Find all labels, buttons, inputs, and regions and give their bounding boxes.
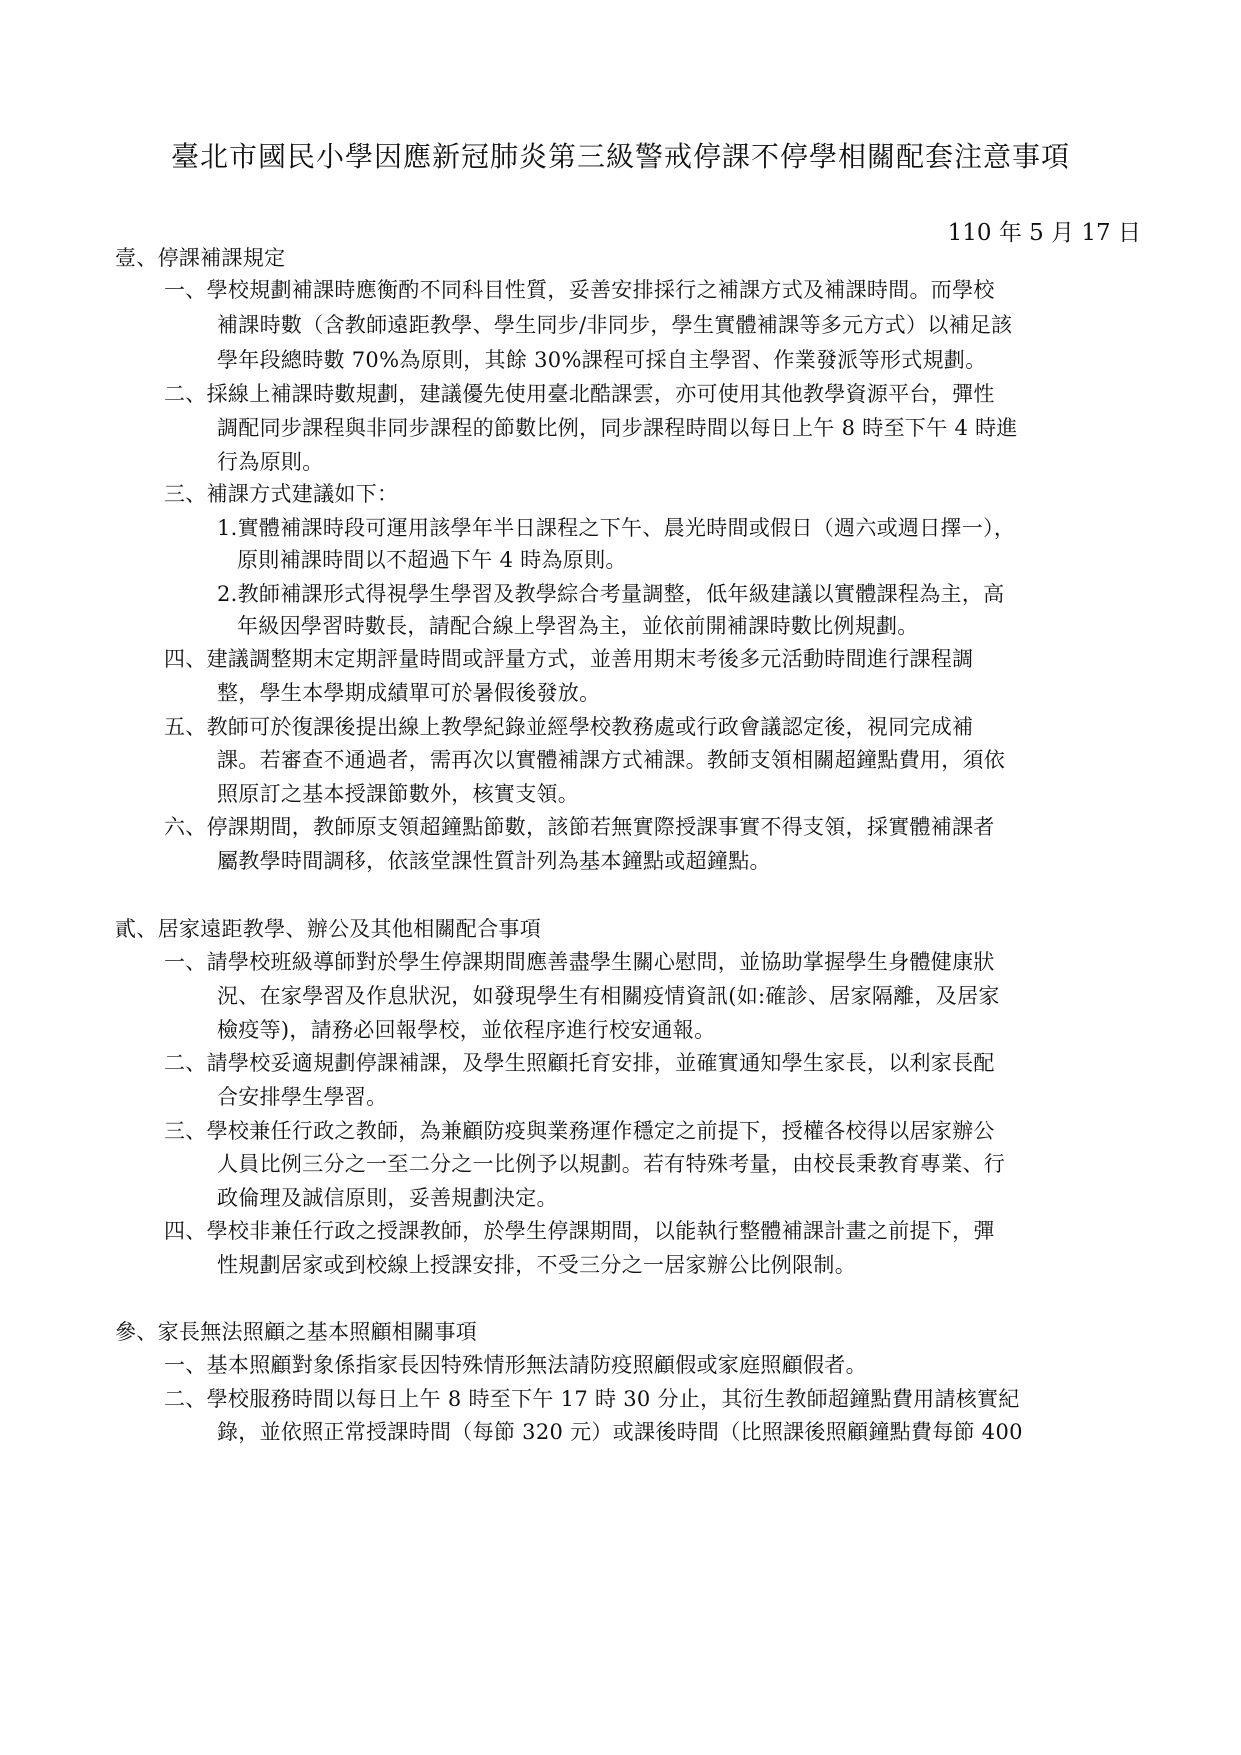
document-title: 臺北市國民小學因應新冠肺炎第三級警戒停課不停學相關配套注意事項: [170, 140, 1070, 173]
paragraph-line: 學年段總時數 70%為原則，其餘 30%課程可採自主學習、作業發派等形式規劃。: [217, 348, 987, 372]
paragraph-line: 一、學校規劃補課時應衡酌不同科目性質，妥善安排採行之補課方式及補課時間。而學校: [164, 278, 995, 302]
paragraph-line: 二、採線上補課時數規劃，建議優先使用臺北酷課雲，亦可使用其他教學資源平台，彈性: [164, 382, 995, 406]
paragraph-line: 照原訂之基本授課節數外，核實支領。: [217, 782, 580, 806]
paragraph-line: 一、基本照顧對象係指家長因特殊情形無法請防疫照顧假或家庭照顧假者。: [164, 1353, 867, 1377]
paragraph-line: 錄，並依照正常授課時間（每節 320 元）或課後時間（比照課後照顧鐘點費每節 400: [217, 1420, 1023, 1444]
section-heading: 參、家長無法照顧之基本照顧相關事項: [115, 1320, 478, 1344]
subitem-line: 2.教師補課形式得視學生學習及教學綜合考量調整，低年級建議以實體課程為主，高: [217, 582, 1005, 606]
section-heading: 貳、居家遠距教學、辦公及其他相關配合事項: [115, 917, 541, 941]
paragraph-line: 性規劃居家或到校線上授課安排，不受三分之一居家辦公比例限制。: [217, 1253, 856, 1277]
paragraph-line: 課。若審查不通過者，需再次以實體補課方式補課。教師支領相關超鐘點費用，須依: [217, 748, 1006, 772]
paragraph-line: 五、教師可於復課後提出線上教學紀錄並經學校教務處或行政會議認定後，視同完成補: [164, 715, 974, 739]
paragraph-line: 政倫理及誠信原則，妥善規劃決定。: [217, 1186, 558, 1210]
paragraph-line: 四、學校非兼任行政之授課教師，於學生停課期間，以能執行整體補課計畫之前提下，彈: [164, 1219, 995, 1243]
subitem-line: 年級因學習時數長，請配合線上學習為主，並依前開補課時數比例規劃。: [237, 614, 919, 638]
paragraph-line: 三、補課方式建議如下：: [164, 482, 399, 506]
paragraph-line: 合安排學生學習。: [217, 1085, 388, 1109]
subitem-line: 1.實體補課時段可運用該學年半日課程之下午、晨光時間或假日（週六或週日擇一），: [217, 516, 1016, 540]
paragraph-line: 屬教學時間調移，依該堂課性質計列為基本鐘點或超鐘點。: [217, 849, 771, 873]
paragraph-line: 四、建議調整期末定期評量時間或評量方式，並善用期末考後多元活動時間進行課程調: [164, 647, 974, 671]
paragraph-line: 人員比例三分之一至二分之一比例予以規劃。若有特殊考量，由校長秉教育專業、行: [217, 1152, 1006, 1176]
paragraph-line: 調配同步課程與非同步課程的節數比例，同步課程時間以每日上午 8 時至下午 4 時進: [217, 416, 1018, 440]
paragraph-line: 二、學校服務時間以每日上午 8 時至下午 17 時 30 分止，其衍生教師超鐘點費用請核實紀: [164, 1387, 1020, 1411]
paragraph-line: 一、請學校班級導師對於學生停課期間應善盡學生關心慰問，並協助掌握學生身體健康狀: [164, 950, 995, 974]
paragraph-line: 整，學生本學期成績單可於暑假後發放。: [217, 681, 601, 705]
paragraph-line: 六、停課期間，教師原支領超鐘點節數，該節若無實際授課事實不得支領，採實體補課者: [164, 815, 995, 839]
section-heading: 壹、停課補課規定: [115, 246, 286, 270]
paragraph-line: 三、學校兼任行政之教師，為兼顧防疫與業務運作穩定之前提下，授權各校得以居家辦公: [164, 1119, 995, 1143]
paragraph-line: 況、在家學習及作息狀況，如發現學生有相關疫情資訊(如:確診、居家隔離，及居家: [217, 984, 1000, 1008]
paragraph-line: 二、請學校妥適規劃停課補課，及學生照顧托育安排，並確實通知學生家長，以利家長配: [164, 1051, 995, 1075]
document-date: 110 年 5 月 17 日: [947, 220, 1141, 246]
paragraph-line: 檢疫等)，請務必回報學校，並依程序進行校安通報。: [217, 1018, 716, 1042]
subitem-line: 原則補課時間以不超過下午 4 時為原則。: [237, 548, 627, 572]
paragraph-line: 行為原則。: [217, 450, 324, 474]
paragraph-line: 補課時數（含教師遠距教學、學生同步/非同步，學生實體補課等多元方式）以補足該: [217, 313, 1013, 337]
